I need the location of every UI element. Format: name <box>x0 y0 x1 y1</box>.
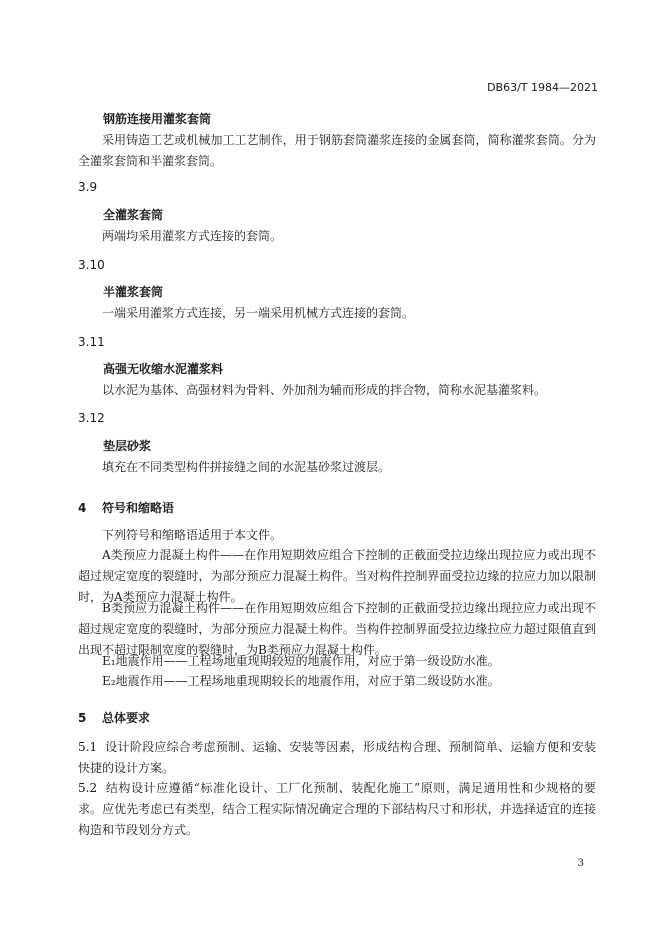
clause <box>78 737 596 779</box>
definition-item: E₁地震作用——工程场地重现期较短的地震作用，对应于第一级设防水准。 <box>102 654 500 668</box>
definition-item: A类预应力混凝土构件——在作用短期效应组合下控制的正截面受拉边缘出现拉应力或出现不超过规定宽度的裂缝时，为部分预应力混凝土构件。当对构件控制界面受拉边缘的拉应力加以限制时，为A类预应力混凝土构件。 <box>78 548 596 604</box>
section-title: 符号和缩略语 <box>102 501 175 515</box>
page-number: 3 <box>577 858 584 869</box>
section-heading <box>78 709 150 726</box>
definition-item: B类预应力混凝土构件——在作用短期效应组合下控制的正截面受拉边缘出现拉应力或出现不超过规定宽度的裂缝时，为部分预应力混凝土构件。当构件控制界面受拉边缘拉应力超过限值直到出现不超过限制宽度的裂缝时，为B类预应力混凝土构件。 <box>78 601 596 657</box>
term-definition: 两端均采用灌浆方式连接的套筒。 <box>102 229 283 243</box>
term-definition: 采用铸造工艺或机械加工工艺制作，用于钢筋套筒灌浆连接的金属套筒，简称灌浆套筒。分为全灌浆套筒和半灌浆套筒。 <box>78 133 596 168</box>
term-definition: 填充在不同类型构件拼接缝之间的水泥基砂浆过渡层。 <box>102 460 391 474</box>
term-number: 3.11 <box>78 335 105 349</box>
clause-number: 5.1 <box>78 740 98 754</box>
clause-text: 设计阶段应综合考虑预制、运输、安装等因素，形成结构合理、预制简单、运输方便和安装快捷的设计方案。 <box>78 740 596 775</box>
term-number: 3.10 <box>78 258 105 272</box>
term-title: 钢筋连接用灌浆套筒 <box>103 112 212 126</box>
term-title: 高强无收缩水泥灌浆料 <box>103 362 224 376</box>
term-title: 垫层砂浆 <box>103 439 152 453</box>
section-intro: 下列符号和缩略语适用于本文件。 <box>102 528 283 542</box>
term-number: 3.9 <box>78 180 98 194</box>
section-number: 4 <box>78 501 87 515</box>
term-definition: 一端采用灌浆方式连接，另一端采用机械方式连接的套筒。 <box>102 306 415 320</box>
clause-text: 结构设计应遵循“标准化设计、工厂化预制、装配化施工”原则，满足通用性和少规格的要求。应优先考虑已有类型，结合工程实际情况确定合理的下部结构尺寸和形状，并选择适宜的连接构造和节段划分方式。 <box>78 781 596 837</box>
term-definition: 以水泥为基体、高强材料为骨料、外加剂为辅而形成的拌合物，简称水泥基灌浆料。 <box>102 383 547 397</box>
clause <box>78 778 596 841</box>
section-number: 5 <box>78 711 87 725</box>
section-heading <box>78 499 174 516</box>
clause-number: 5.2 <box>78 781 98 795</box>
term-title: 全灌浆套筒 <box>103 208 164 222</box>
term-title: 半灌浆套筒 <box>103 285 164 299</box>
section-title: 总体要求 <box>102 711 151 725</box>
definition-item: E₂地震作用——工程场地重现期较长的地震作用，对应于第二级设防水准。 <box>102 674 500 688</box>
document-id: DB63/T 1984—2021 <box>487 81 598 94</box>
term-number: 3.12 <box>78 411 105 425</box>
